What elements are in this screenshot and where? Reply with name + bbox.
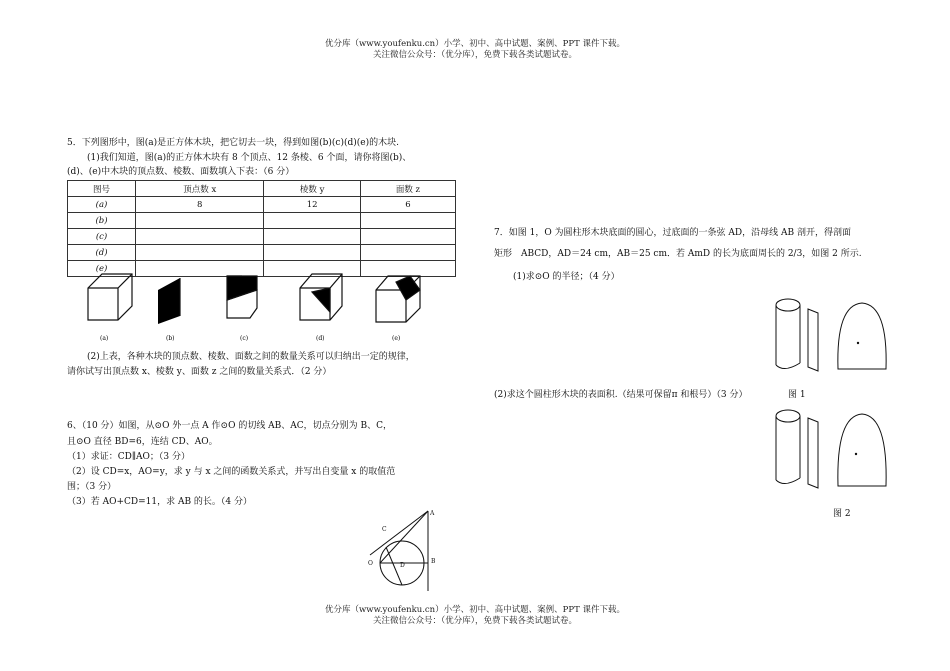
table-cell[interactable] [264,213,360,229]
q7-line3: (1)求⊙O 的半径；（4 分） [513,272,620,282]
q5-part2-line2: 请你试写出顶点数 x、棱数 y、面数 z 之间的数量关系式．（2 分） [67,367,332,377]
point-b-label: B [431,558,436,565]
q7-fig2-drawing [766,404,896,494]
table-cell: (a) [68,197,136,213]
q5-part1-line1: (1)我们知道，图(a)的正方体木块有 8 个顶点、12 条棱、6 个面，请你将图(b)、 [87,153,412,163]
table-header-row [68,181,456,197]
table-row [68,213,456,229]
header-line-1: 优分库（www.youfenku.cn）小学、初中、高中试题、案例、PPT 课件下载。 [325,39,625,49]
table-cell[interactable] [360,229,455,245]
table-header: 面数 z [360,181,455,197]
q7-line2: 矩形 ABCD，AD＝24 cm，AB＝25 cm．若 AmD 的长为底面周长的 2/3，如图 2 所示. [494,249,862,259]
table-cell[interactable] [264,229,360,245]
table-cell: 6 [360,197,455,213]
q5-table [67,180,456,277]
fig-label-c: (c) [240,335,249,342]
table-row [68,229,456,245]
header-line-2: 关注微信公众号：（优分库），免费下载各类试题试卷。 [372,50,577,60]
table-cell[interactable] [136,245,264,261]
point-a-label: A [430,510,435,517]
q5-stem: 5．下列图形中，图(a)是正方体木块，把它切去一块，得到如图(b)(c)(d)(e)的木块. [67,138,399,148]
q7-fig2-caption: 图 2 [833,509,851,519]
table-cell[interactable] [360,245,455,261]
q7-fig1-caption: 图 1 [788,390,806,400]
q6-line4: （2）设 CD=x，AO=y，求 y 与 x 之间的函数关系式，并写出自变量 x 的取值范 [67,467,396,477]
table-cell: 8 [136,197,264,213]
cube-d-figure [300,274,342,320]
table-cell: (d) [68,245,136,261]
q7-line1: 7．如图 1，O 为圆柱形木块底面的圆心，过底面的一条弦 AD，沿母线 AB 剖开，得剖面 [494,228,851,238]
point-o-label: O [368,560,373,567]
q7-line4: (2)求这个圆柱形木块的表面积.（结果可保留π 和根号）（3 分） [494,390,748,400]
fig-label-a: (a) [100,335,109,342]
q7-fig1-drawing [766,295,896,375]
cube-b-figure [158,278,180,324]
q6-line1: 6、（10 分）如图，从⊙O 外一点 A 作⊙O 的切线 AB、AC，切点分别为 B、C， [67,421,393,431]
table-header: 图号 [68,181,136,197]
q5-part1-line2: (d)、(e)中木块的顶点数、棱数、面数填入下表：（6 分） [67,167,295,177]
table-cell: (e) [68,261,136,277]
q6-line6: （3）若 AO+CD=11，求 AB 的长。（4 分） [67,497,253,507]
q5-cube-figures [80,268,450,346]
point-d-label: D [400,562,405,569]
q6-line3: （1）求证：CD∥AO；（3 分） [67,452,190,462]
table-cell[interactable] [264,245,360,261]
q6-circle-figure [362,505,452,597]
table-cell: (c) [68,229,136,245]
q6-line5: 围；（3 分） [67,482,117,492]
table-cell[interactable] [136,213,264,229]
cube-e-figure [376,276,420,322]
table-cell[interactable] [136,229,264,245]
q5-part2-line1: (2)上表，各种木块的顶点数、棱数、面数之间的数量关系可以归纳出一定的规律， [87,352,415,362]
cube-a-figure [88,274,132,320]
point-c-label: C [382,526,387,533]
cube-c-figure [227,276,257,318]
table-cell: (b) [68,213,136,229]
fig-label-e: (e) [392,335,401,342]
table-cell[interactable] [360,213,455,229]
footer-line-1: 优分库（www.youfenku.cn）小学、初中、高中试题、案例、PPT 课件下载。 [325,605,625,615]
footer-line-2: 关注微信公众号：（优分库），免费下载各类试题试卷。 [372,616,577,626]
q6-line2: 且⊙O 直径 BD=6，连结 CD、AO。 [67,437,218,447]
table-row [68,197,456,213]
fig-label-b: (b) [166,335,175,342]
table-row [68,245,456,261]
table-cell: 12 [264,197,360,213]
table-header: 棱数 y [264,181,360,197]
fig-label-d: (d) [316,335,325,342]
table-header: 顶点数 x [136,181,264,197]
